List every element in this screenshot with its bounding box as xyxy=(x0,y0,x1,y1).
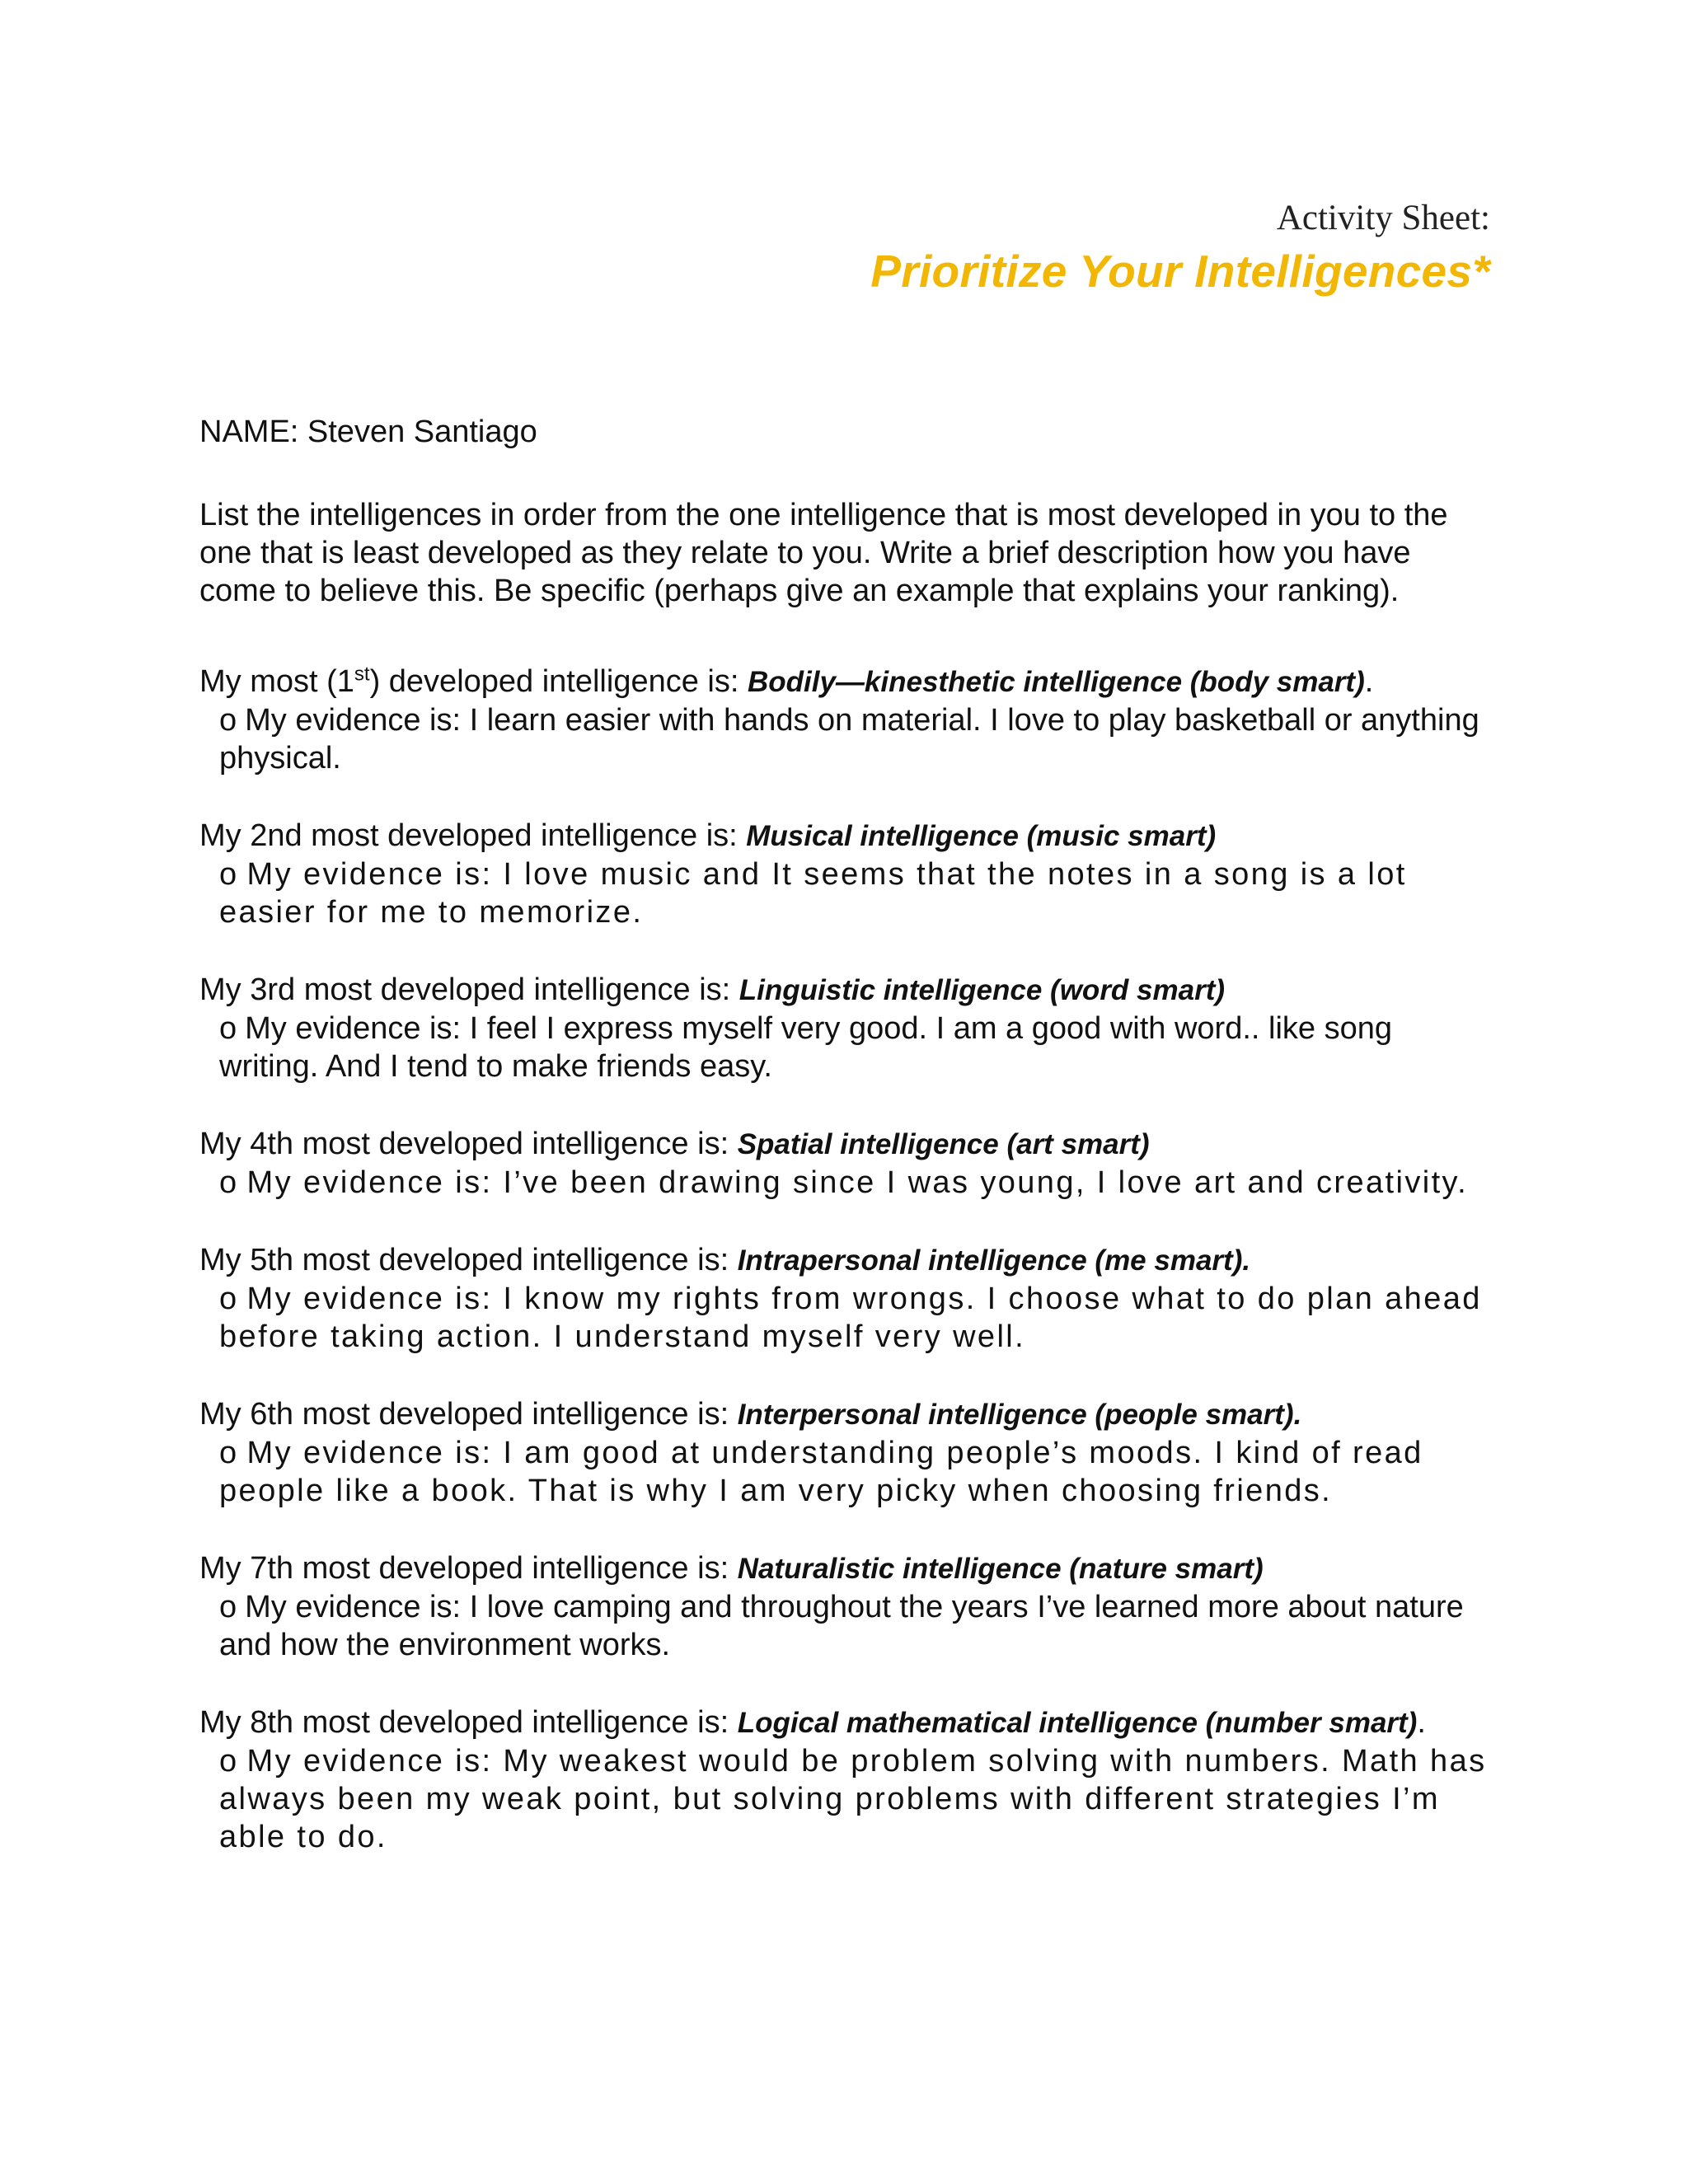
ranking-prefix: My 3rd most developed intelligence is: xyxy=(199,972,739,1007)
ranking-item-6 xyxy=(199,1395,1493,1510)
ranking-prefix: My 2nd most developed intelligence is: xyxy=(199,818,747,853)
ranking-answer: Logical mathematical intelligence (number smart) xyxy=(737,1707,1418,1739)
instructions-paragraph: List the intelligences in order from the one intelligence that is most developed in you to the one that is least developed as they relate to you. Write a brief description how you have come to believe this. Be specific (perhaps give an example that explains your ranking). xyxy=(199,498,1448,608)
ranking-evidence xyxy=(199,1588,1493,1664)
ranking-prefix: My 7th most developed intelligence is: xyxy=(199,1551,738,1586)
ranking-item-1 xyxy=(199,663,1493,777)
ranking-suffix: . xyxy=(1364,664,1374,699)
evidence-text: My evidence is: I learn easier with hands on material. I love to play basketball or anything physical. xyxy=(219,703,1479,776)
ranking-item-2 xyxy=(199,817,1493,931)
sheet-title: Prioritize Your Intelligences* xyxy=(870,246,1490,297)
evidence-text: My evidence is: I’ve been drawing since I was young, I love art and creativity. xyxy=(246,1165,1469,1200)
evidence-text: My evidence is: I love camping and throughout the years I’ve learned more about nature and how the environment works. xyxy=(219,1590,1464,1662)
ranking-suffix: . xyxy=(1417,1705,1426,1740)
evidence-text: My evidence is: My weakest would be problem solving with numbers. Math has always been my weak point, but solving problems with different strategies I’m able to do. xyxy=(219,1744,1487,1854)
student-name: NAME: Steven Santiago xyxy=(199,415,537,449)
evidence-text: My evidence is: I love music and It seems that the notes in a song is a lot easier for me to memorize. xyxy=(219,857,1407,930)
bullet-icon: o xyxy=(219,857,239,892)
bullet-icon: o xyxy=(219,1165,239,1200)
ranking-answer: Intrapersonal intelligence (me smart). xyxy=(737,1244,1251,1277)
sheet-content xyxy=(199,412,1493,1896)
ranking-item-8 xyxy=(199,1704,1493,1856)
ranking-evidence xyxy=(199,1434,1493,1510)
ranking-evidence xyxy=(199,1742,1493,1856)
ranking-statement xyxy=(199,1549,1493,1588)
ranking-evidence xyxy=(199,1164,1493,1202)
bullet-icon: o xyxy=(219,1590,237,1624)
ranking-statement xyxy=(199,1241,1493,1280)
bullet-icon: o xyxy=(219,1744,239,1779)
ranking-answer: Naturalistic intelligence (nature smart) xyxy=(737,1553,1264,1585)
ranking-statement xyxy=(199,971,1493,1010)
ranking-answer: Interpersonal intelligence (people smart). xyxy=(737,1399,1302,1431)
ranking-prefix: My most (1st) developed intelligence is: xyxy=(199,663,748,699)
ranking-evidence xyxy=(199,701,1493,777)
ranking-statement xyxy=(199,1704,1493,1742)
bullet-icon: o xyxy=(219,703,237,738)
ranking-statement xyxy=(199,1395,1493,1434)
bullet-icon: o xyxy=(219,1282,239,1316)
bullet-icon: o xyxy=(219,1436,239,1470)
ranking-answer: Musical intelligence (music smart) xyxy=(746,820,1217,852)
sheet-label: Activity Sheet: xyxy=(1276,199,1490,237)
ranking-answer: Spatial intelligence (art smart) xyxy=(737,1128,1150,1160)
bullet-icon: o xyxy=(219,1011,237,1046)
ranking-prefix: My 8th most developed intelligence is: xyxy=(199,1705,738,1740)
evidence-text: My evidence is: I feel I express myself very good. I am a good with word.. like song writing. And I tend to make friends easy. xyxy=(219,1011,1392,1084)
ranking-prefix: My 6th most developed intelligence is: xyxy=(199,1397,738,1432)
ranking-statement xyxy=(199,1125,1493,1164)
ranking-statement xyxy=(199,817,1493,855)
ranking-evidence xyxy=(199,1010,1493,1085)
ranking-evidence xyxy=(199,1280,1493,1356)
sheet-header xyxy=(870,196,1490,300)
ranking-statement xyxy=(199,663,1493,701)
ranking-item-5 xyxy=(199,1241,1493,1356)
ranking-answer: Linguistic intelligence (word smart) xyxy=(738,974,1226,1006)
ranking-evidence xyxy=(199,855,1493,931)
ranking-prefix: My 5th most developed intelligence is: xyxy=(199,1243,738,1277)
evidence-text: My evidence is: I am good at understanding people’s moods. I kind of read people like a book. That is why I am very picky when choosing friends. xyxy=(219,1436,1423,1508)
ranking-answer: Bodily—kinesthetic intelligence (body smart) xyxy=(747,666,1365,698)
evidence-text: My evidence is: I know my rights from wrongs. I choose what to do plan ahead before taking action. I understand myself very well. xyxy=(219,1282,1482,1354)
ranking-item-3 xyxy=(199,971,1493,1085)
ranking-item-4 xyxy=(199,1125,1493,1202)
ranking-item-7 xyxy=(199,1549,1493,1664)
ranking-prefix: My 4th most developed intelligence is: xyxy=(199,1127,738,1161)
